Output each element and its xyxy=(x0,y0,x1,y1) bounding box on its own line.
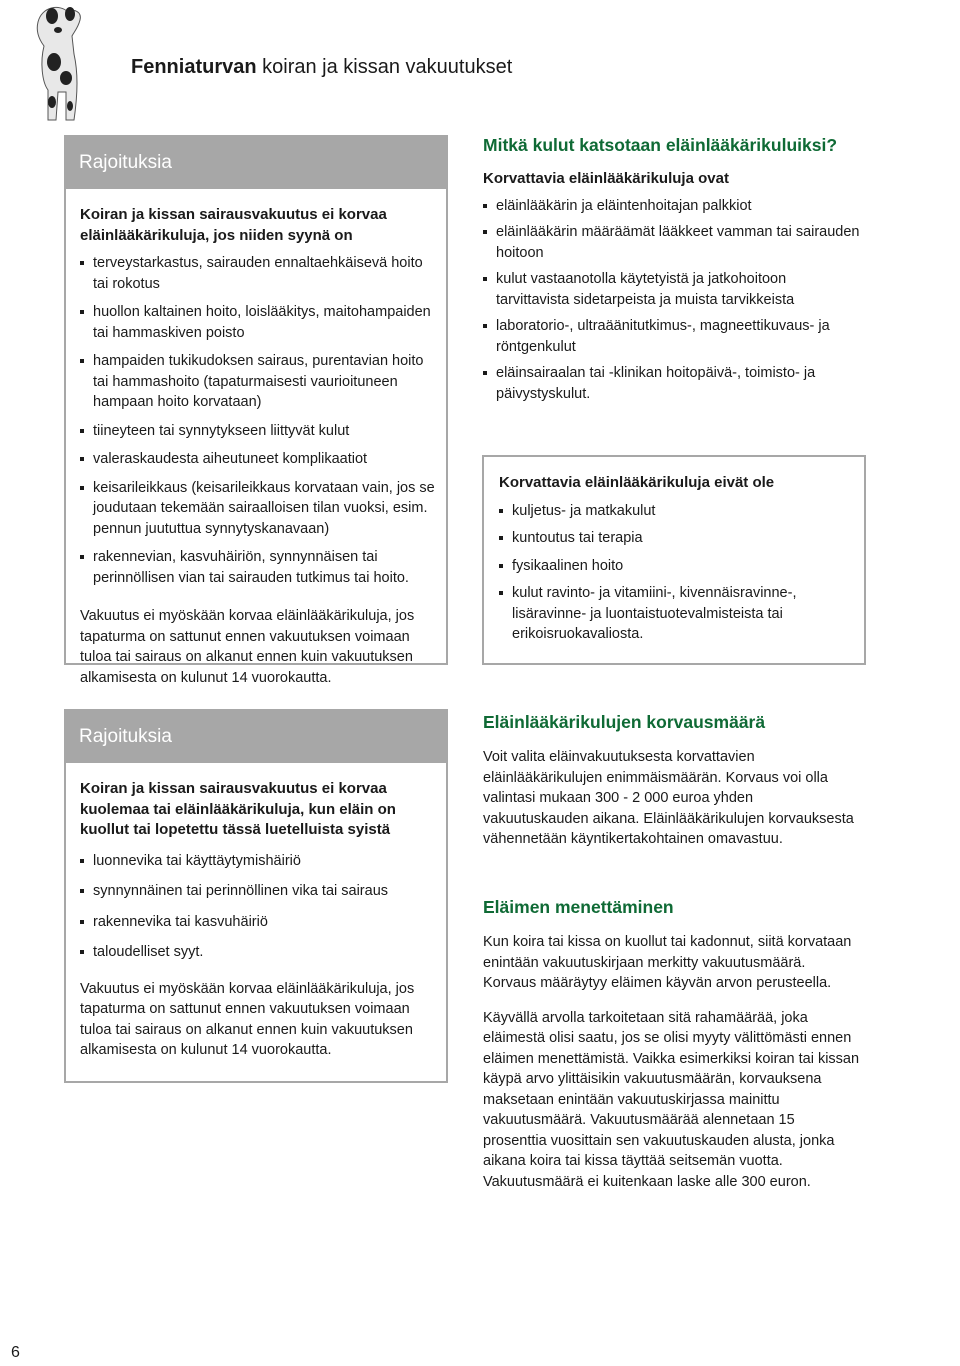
animal-loss-paragraph-2: Käyvällä arvolla tarkoitetaan sitä rahamäärää, joka eläimestä olisi saatu, jos se olisi myyty välittömästi ennen eläimen menettämistä. Vaikka esimerkiksi koiran tai kissan käypä arvo ylittäisikin vakuutusmäärän, korvauksena maksetaan enintään vakuutuskirjassa mainittu vakuutusmäärä. Vakuutusmäärää alennetaan 15 prosenttia vuosittain sen vakuutuskauden alusta, jonka aikana koira tai kissa täyttää seitsemän vuotta. Vakuutusmäärä ei kuitenkaan laske alle 300 euron. xyxy=(483,1009,860,1190)
compensation-amount-section xyxy=(483,711,861,850)
bullet-icon xyxy=(499,509,503,513)
restrictions-box-1-title: Rajoituksia xyxy=(66,137,446,189)
bullet-icon xyxy=(80,859,84,863)
list-item: terveystarkastus, sairauden ennaltaehkäisevä hoito tai rokotus xyxy=(80,253,436,294)
not-covered-subheading: Korvattavia eläinlääkärikuluja eivät ole xyxy=(499,474,775,491)
header-brand: Fenniaturvan xyxy=(131,56,257,78)
list-item: kuljetus- ja matkakulut xyxy=(499,501,854,522)
dog-illustration xyxy=(8,2,110,124)
covered-costs-section xyxy=(483,134,863,404)
restrictions-box-1-footer: Vakuutus ei myöskään korvaa eläinlääkärikuluja, jos tapaturma on sattunut ennen vakuutuksen voimaan tuloa tai sairaus on alkanut ennen kuin vakuutuksen alkamisesta on kulunut 14 vuorokautta. xyxy=(80,608,415,686)
list-item: kuntoutus tai terapia xyxy=(499,528,854,549)
bullet-icon xyxy=(499,536,503,540)
restrictions-box-1-intro: Koiran ja kissan sairausvakuutus ei korvaa eläinlääkärikuluja, jos niiden syynä on xyxy=(80,206,387,244)
bullet-icon xyxy=(80,457,84,461)
bullet-icon xyxy=(483,371,487,375)
bullet-icon xyxy=(499,564,503,568)
list-item: valeraskaudesta aiheutuneet komplikaatiot xyxy=(80,449,436,470)
bullet-icon xyxy=(80,889,84,893)
bullet-icon xyxy=(80,261,84,265)
bullet-icon xyxy=(80,950,84,954)
list-item: rakennevian, kasvuhäiriön, synnynnäisen tai perinnöllisen vian tai sairauden tutkimus tai hoito. xyxy=(80,547,436,588)
restrictions-box-2 xyxy=(64,709,448,1083)
bullet-icon xyxy=(80,310,84,314)
restrictions-box-2-title: Rajoituksia xyxy=(66,711,446,763)
list-item: kulut ravinto- ja vitamiini-, kivennäisravinne-, lisäravinne- ja luontaistuotevalmisteista tai erikoisruokavaliosta. xyxy=(499,583,854,645)
restrictions-box-1 xyxy=(64,135,448,686)
bullet-icon xyxy=(483,204,487,208)
page-number: 6 xyxy=(11,1344,20,1361)
restrictions-box-2-intro: Koiran ja kissan sairausvakuutus ei korvaa kuolemaa tai eläinlääkärikuluja, kun eläin on kuollut tai lopetettu tässä luetelluista syistä xyxy=(80,780,396,838)
compensation-amount-heading: Eläinlääkärikulujen korvausmäärä xyxy=(483,712,766,732)
bullet-icon xyxy=(80,486,84,490)
list-item: keisarileikkaus (keisarileikkaus korvataan vain, jos se joudutaan tekemään sairaalloisen tilan vuoksi, esim. pennun juututtua synnytyskanavaan) xyxy=(80,478,436,540)
bullet-icon xyxy=(499,591,503,595)
bullet-icon xyxy=(483,324,487,328)
restrictions-box-2-list xyxy=(80,851,436,963)
list-item: eläinlääkärin ja eläintenhoitajan palkkiot xyxy=(483,196,863,217)
bullet-icon xyxy=(80,359,84,363)
bullet-icon xyxy=(483,230,487,234)
list-item: eläinsairaalan tai -klinikan hoitopäivä-, toimisto- ja päivystyskulut. xyxy=(483,363,863,404)
list-item: luonnevika tai käyttäytymishäiriö xyxy=(80,851,436,872)
list-item: laboratorio-, ultraäänitutkimus-, magneettikuvaus- ja röntgenkulut xyxy=(483,316,863,357)
not-covered-box xyxy=(482,455,866,665)
not-covered-list xyxy=(499,501,854,645)
bullet-icon xyxy=(483,277,487,281)
page-header xyxy=(131,56,512,79)
bullet-icon xyxy=(80,555,84,559)
list-item: taloudelliset syyt. xyxy=(80,942,436,963)
covered-costs-list xyxy=(483,196,863,405)
covered-costs-heading: Mitkä kulut katsotaan eläinlääkärikuluiksi? xyxy=(483,135,838,155)
list-item: kulut vastaanotolla käytetyistä ja jatkohoitoon tarvittavista sidetarpeista ja muista tarvikkeista xyxy=(483,269,863,310)
bullet-icon xyxy=(80,920,84,924)
animal-loss-paragraph-1: Kun koira tai kissa on kuollut tai kadonnut, siitä korvataan enintään vakuutuskirjaan merkitty vakuutusmäärä. Korvaus määräytyy eläimen käyvän arvon perusteella. xyxy=(483,934,852,991)
restrictions-box-1-list xyxy=(80,253,436,588)
list-item: fysikaalinen hoito xyxy=(499,556,854,577)
bullet-icon xyxy=(80,429,84,433)
animal-loss-section xyxy=(483,896,861,1192)
animal-loss-heading: Eläimen menettäminen xyxy=(483,897,674,917)
list-item: hampaiden tukikudoksen sairaus, purentavian hoito tai hammashoito (tapaturmaisesti vaurioituneen hampaan hoito korvataan) xyxy=(80,351,436,413)
list-item: eläinlääkärin määräämät lääkkeet vamman tai sairauden hoitoon xyxy=(483,222,863,263)
restrictions-box-2-footer: Vakuutus ei myöskään korvaa eläinlääkärikuluja, jos tapaturma on sattunut ennen vakuutuksen voimaan tuloa tai sairaus on alkanut ennen kuin vakuutuksen alkamisesta on kulunut 14 vuorokautta. xyxy=(80,980,415,1058)
header-title-rest: koiran ja kissan vakuutukset xyxy=(256,56,513,78)
compensation-amount-text: Voit valita eläinvakuutuksesta korvattavien eläinlääkärikulujen enimmäismäärän. Korvaus voi olla valintasi mukaan 300 - 2 000 euroa yhden vakuutuskauden aikana. Eläinlääkärikulujen korvauksesta vähennetään käyntikertakohtainen omavastuu. xyxy=(483,749,854,847)
list-item: synnynnäinen tai perinnöllinen vika tai sairaus xyxy=(80,881,436,902)
list-item: rakennevika tai kasvuhäiriö xyxy=(80,912,436,933)
list-item: tiineyteen tai synnytykseen liittyvät kulut xyxy=(80,421,436,442)
list-item: huollon kaltainen hoito, loislääkitys, maitohampaiden tai hammaskiven poisto xyxy=(80,302,436,343)
covered-costs-subheading: Korvattavia eläinlääkärikuluja ovat xyxy=(483,170,729,187)
